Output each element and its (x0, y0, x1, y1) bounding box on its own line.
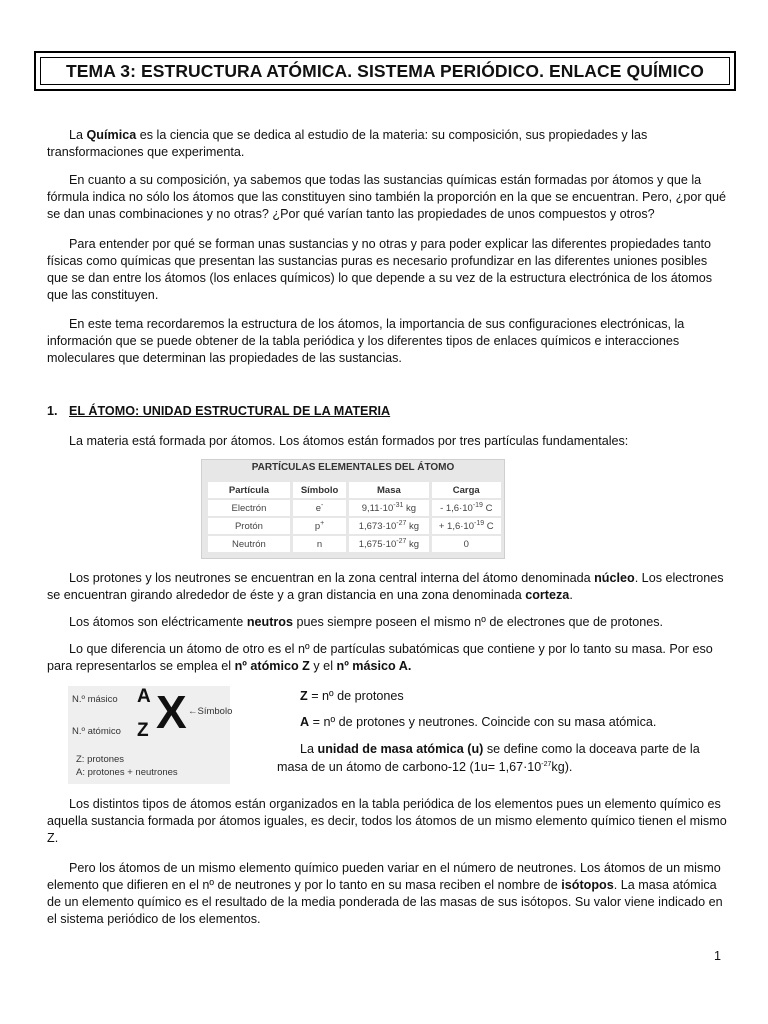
a-definition: A = nº de protones y neutrones. Coincide con su masa atómica. (300, 715, 657, 729)
table-row (208, 518, 501, 534)
text: La (69, 128, 87, 142)
paragraph-periodic-table: Los distintos tipos de átomos están organizados en la tabla periódica de los elementos pues un elemento químico es aquella sustancia formada por átomos iguales, es decir, todos los átomos de un mismo elemento químico tienen el mismo Z. (47, 797, 727, 845)
cell-symbol: e- (293, 500, 346, 516)
bold-term: Química (86, 128, 137, 142)
atom-notation-figure (68, 686, 233, 784)
page-number: 1 (714, 949, 722, 963)
z-definition: Z = nº de protones (300, 689, 404, 703)
bold-term: neutros (246, 615, 293, 629)
cell-charge: + $1,6\cdot 10^{-19}$ C (432, 518, 502, 534)
text: La materia está formada por átomos. Los átomos están formados por tres partículas fundamentales: (69, 434, 629, 448)
cell-symbol: n (293, 536, 346, 552)
cell-particle: Neutrón (208, 536, 290, 552)
paragraph-notation: Lo que diferencia un átomo de otro es el nº de partículas subatómicas que contiene y por lo tanto su masa. Por eso para representarlos se emplea el nº atómico Z y el nº másico A. (47, 642, 713, 673)
cell-particle: Protón (208, 518, 290, 534)
text: Para entender por qué se forman unas sustancias y no otras y para poder explicar las diferentes propiedades tanto físicas como químicas que presentan las sustancias puras es necesario profundizar en las diferentes uniones posibles que se dan entre los átomos (los enlaces químicos) lo que depende a su vez de la estructura electrónica de los átomos que las constituyen. (47, 237, 713, 302)
title-box (34, 51, 736, 91)
section-title: EL ÁTOMO: UNIDAD ESTRUCTURAL DE LA MATERIA (69, 404, 391, 418)
amu-definition-line1: La unidad de masa atómica (u) se define como la doceava parte de la (300, 742, 700, 756)
title-frame (40, 57, 730, 85)
legend-a: A: protones + neutrones (76, 767, 178, 778)
table-row (208, 500, 501, 516)
atomic-number-label: N.º atómico (72, 726, 121, 737)
mass-number-letter: A (137, 686, 151, 707)
text: En este tema recordaremos la estructura de los átomos, la importancia de sus configuraciones electrónicas, la información que se puede obtener de la tabla periódica y los diferentes tipos de enlaces químicos e interacciones moleculares que determinan las propiedades de las sustancias. (47, 317, 685, 365)
column-header: Símbolo (293, 482, 346, 498)
paragraph-neutral: Los átomos son eléctricamente neutros pues siempre poseen el mismo nº de electrones que de protones. (69, 615, 664, 629)
bold-term: corteza (525, 588, 570, 602)
paragraph-nucleus: Los protones y los neutrones se encuentran en la zona central interna del átomo denominada núcleo. Los electrones se encuentran girando alrededor de éste y a gran distancia en una zona denominada corteza. (47, 571, 724, 602)
legend-z: Z: protones (76, 754, 125, 765)
bold-term: núcleo (594, 571, 635, 585)
element-symbol: X (156, 686, 187, 738)
bold-term: unidad de masa atómica (u) (317, 742, 484, 756)
cell-mass: $1,675\cdot 10^{-27}$ kg (349, 536, 428, 552)
bold-term: nº másico A. (336, 659, 412, 673)
bold-term: nº atómico Z (234, 659, 310, 673)
paragraph-lead (47, 433, 727, 450)
cell-symbol: p+ (293, 518, 346, 534)
particles-table (205, 480, 504, 554)
text: es la ciencia que se dedica al estudio de la materia: su composición, sus propiedades y las transformaciones que experimenta. (47, 128, 648, 159)
mass-number-label: N.º másico (72, 694, 118, 705)
table-title: PARTÍCULAS ELEMENTALES DEL ÁTOMO (251, 462, 455, 473)
column-header: Partícula (208, 482, 290, 498)
column-header: Carga (432, 482, 502, 498)
section-heading (47, 404, 390, 418)
bold-term: isótopos (561, 878, 614, 892)
paragraph-isotopes: Pero los átomos de un mismo elemento químico pueden variar en el número de neutrones. Los átomos de un mismo elemento que difieren en el nº de neutrones y por lo tanto en su masa reciben el nombre de isótopos. La masa atómica de un elemento químico es el resultado de la media ponderada de las masas de sus isótopos. Su valor viene indicado en el sistema periódico de los elementos. (47, 861, 723, 926)
amu-definition-line2: masa de un átomo de carbono-12 $(1u= 1,67\cdot 10^{-27}kg)$. (277, 760, 573, 774)
paragraph-intro (47, 127, 727, 161)
table-row (208, 536, 501, 552)
cell-particle: Electrón (208, 500, 290, 516)
particles-table-figure (201, 459, 505, 559)
cell-charge: 0 (432, 536, 502, 552)
cell-mass: $9,11\cdot 10^{-31}$ kg (349, 500, 428, 516)
column-header: Masa (349, 482, 428, 498)
table-header-row (208, 482, 501, 498)
symbol-arrow-label: ←Símbolo (188, 706, 233, 717)
paragraph-topic (47, 316, 727, 367)
page-title: TEMA 3: ESTRUCTURA ATÓMICA. SISTEMA PERIÓDICO. ENLACE QUÍMICO (65, 60, 705, 81)
atomic-number-letter: Z (137, 720, 149, 741)
paragraph-composition (47, 172, 727, 223)
cell-mass: $1,673\cdot 10^{-27}$ kg (349, 518, 428, 534)
text: En cuanto a su composición, ya sabemos que todas las sustancias químicas están formadas por átomos y que la fórmula indica no sólo los átomos que las constituyen sino también la proporción en la que se encuentran. Pero, ¿por qué se dan unas combinaciones y no otras? ¿Por qué varían tanto las propiedades de unos compuestos y otros? (47, 173, 727, 221)
paragraph-bonds (47, 236, 727, 304)
section-number: 1. (47, 404, 58, 418)
cell-charge: - $1,6\cdot 10^{-19}$ C (432, 500, 502, 516)
